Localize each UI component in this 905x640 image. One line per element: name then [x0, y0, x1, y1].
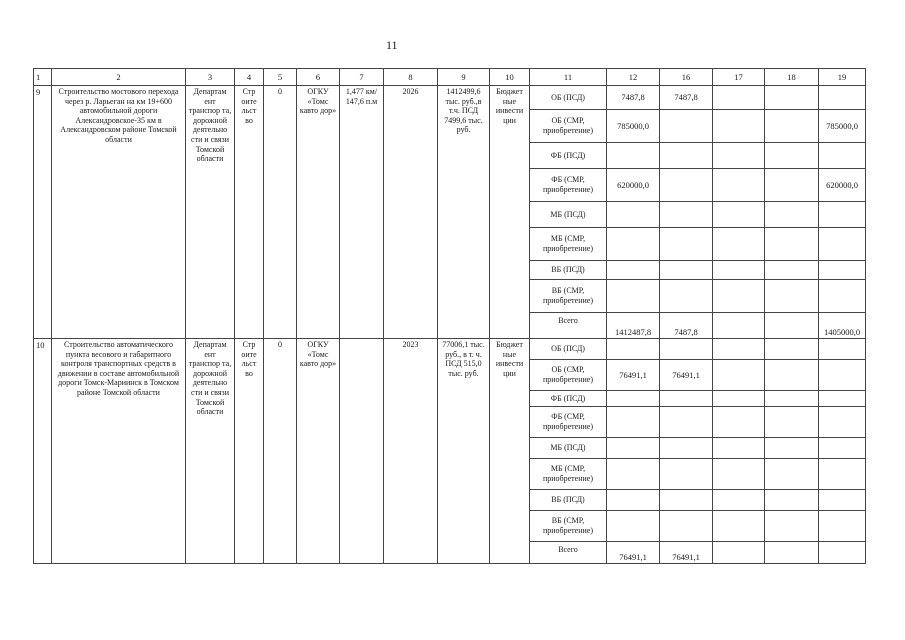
capacity-flag: 0	[264, 86, 297, 339]
column-header: 11	[530, 69, 607, 86]
value-c19	[819, 542, 866, 564]
estimated-cost: 77006,1 тыс. руб., в т. ч. ПСД 515,0 тыс. руб.	[438, 339, 490, 564]
page-number: 11	[386, 38, 398, 52]
value-c12	[607, 459, 660, 490]
value-c18	[765, 228, 819, 261]
funding-source: Всего	[530, 313, 607, 339]
funding-source: ФБ (СМР, приобретение)	[530, 407, 607, 438]
value-c18	[765, 169, 819, 202]
funding-source: ВБ (СМР, приобретение)	[530, 280, 607, 313]
value-c16	[660, 202, 713, 228]
value-c19	[819, 339, 866, 360]
funding-source: МБ (СМР, приобретение)	[530, 459, 607, 490]
work-type: Стр оите льст во	[235, 86, 264, 339]
value-c17	[713, 86, 765, 110]
value-c17	[713, 228, 765, 261]
column-header: 9	[438, 69, 490, 86]
value-c16	[660, 490, 713, 511]
value-c17	[713, 511, 765, 542]
value-c17	[713, 391, 765, 407]
value-c16	[660, 391, 713, 407]
value-c16	[660, 339, 713, 360]
work-type: Стр оите льст во	[235, 339, 264, 564]
value-c12	[607, 228, 660, 261]
funding-source: МБ (ПСД)	[530, 438, 607, 459]
value-c19	[819, 360, 866, 391]
value-c19: 620000,0	[819, 169, 866, 202]
funding-source: ОБ (ПСД)	[530, 339, 607, 360]
column-header: 5	[264, 69, 297, 86]
value-c12	[607, 490, 660, 511]
value-c17	[713, 143, 765, 169]
investment-table	[33, 68, 866, 564]
funding-source: ВБ (ПСД)	[530, 490, 607, 511]
value-c19	[819, 143, 866, 169]
value-c12	[607, 391, 660, 407]
value-c16: 76491,1	[660, 542, 713, 564]
column-header: 19	[819, 69, 866, 86]
year: 2026	[384, 86, 438, 339]
value-c19	[819, 490, 866, 511]
value-c19	[819, 391, 866, 407]
value-c12: 620000,0	[607, 169, 660, 202]
value-c18	[765, 261, 819, 280]
value-c19: 1405000,0	[819, 313, 866, 339]
value-c12: 785000,0	[607, 110, 660, 143]
funding-source: ВБ (ПСД)	[530, 261, 607, 280]
value-c18	[765, 438, 819, 459]
column-header: 17	[713, 69, 765, 86]
value-c19	[819, 459, 866, 490]
executor: ОГКУ «Томс кавто дор»	[297, 86, 340, 339]
value-c12: 1412487,8	[607, 313, 660, 339]
value-c17	[713, 280, 765, 313]
value-c17	[713, 339, 765, 360]
value-c16: 7487,8	[660, 313, 713, 339]
value-c18	[765, 110, 819, 143]
funding-source: ФБ (ПСД)	[530, 391, 607, 407]
value-c17	[713, 459, 765, 490]
object-name: Строительство мостового перехода через р. Ларьеган на км 19+600 автомобильной дороги Александровское-35 км в Александровском районе Томской области	[52, 86, 186, 339]
capacity	[340, 339, 384, 564]
value-c12	[607, 261, 660, 280]
value-c19	[819, 86, 866, 110]
value-c12: 76491,1	[607, 360, 660, 391]
value-c18	[765, 339, 819, 360]
value-c17	[713, 169, 765, 202]
value-c19	[819, 511, 866, 542]
value-c12	[607, 438, 660, 459]
value-c16: 76491,1	[660, 360, 713, 391]
funding-source: ФБ (СМР, приобретение)	[530, 169, 607, 202]
value-c17	[713, 202, 765, 228]
column-header: 16	[660, 69, 713, 86]
funding-source: ФБ (ПСД)	[530, 143, 607, 169]
value-c17	[713, 261, 765, 280]
column-header: 2	[52, 69, 186, 86]
capacity: 1,477 км/ 147,6 п.м	[340, 86, 384, 339]
record-number: 10	[34, 339, 52, 564]
funding-row	[34, 86, 866, 110]
value-c18	[765, 202, 819, 228]
value-c16	[660, 143, 713, 169]
value-c17	[713, 438, 765, 459]
value-c17	[713, 542, 765, 564]
value-c12: 7487,8	[607, 86, 660, 110]
value-c12: 76491,1	[607, 542, 660, 564]
value-c19	[819, 438, 866, 459]
column-header: 6	[297, 69, 340, 86]
value-c19	[819, 407, 866, 438]
year: 2023	[384, 339, 438, 564]
funding-source: ОБ (СМР, приобретение)	[530, 360, 607, 391]
column-header: 12	[607, 69, 660, 86]
value-c18	[765, 490, 819, 511]
column-header: 10	[490, 69, 530, 86]
column-header: 7	[340, 69, 384, 86]
value-c18	[765, 86, 819, 110]
value-c19	[819, 261, 866, 280]
column-header-row	[34, 69, 866, 86]
value-c19	[819, 228, 866, 261]
value-c18	[765, 313, 819, 339]
value-c18	[765, 360, 819, 391]
value-c16: 7487,8	[660, 86, 713, 110]
value-c16	[660, 110, 713, 143]
value-c18	[765, 391, 819, 407]
value-c18	[765, 143, 819, 169]
value-c18	[765, 511, 819, 542]
value-c16	[660, 228, 713, 261]
value-c19	[819, 202, 866, 228]
value-c12	[607, 407, 660, 438]
value-c16	[660, 280, 713, 313]
capacity-flag: 0	[264, 339, 297, 564]
value-c17	[713, 110, 765, 143]
value-c12	[607, 511, 660, 542]
estimated-cost: 1412499,6 тыс. руб.,в т.ч. ПСД 7499,6 тыс. руб.	[438, 86, 490, 339]
value-c18	[765, 542, 819, 564]
column-header: 4	[235, 69, 264, 86]
value-c16	[660, 261, 713, 280]
funding-type: Бюджет ные инвести ции	[490, 86, 530, 339]
value-c18	[765, 459, 819, 490]
funding-source: Всего	[530, 542, 607, 564]
column-header: 1	[34, 69, 52, 86]
value-c12	[607, 280, 660, 313]
value-c16	[660, 459, 713, 490]
value-c18	[765, 280, 819, 313]
record-number: 9	[34, 86, 52, 339]
value-c12	[607, 339, 660, 360]
customer: Департам ент транспор та, дорожной деятельно сти и связи Томской области	[186, 339, 235, 564]
funding-row	[34, 339, 866, 360]
value-c16	[660, 438, 713, 459]
funding-source: ОБ (СМР, приобретение)	[530, 110, 607, 143]
value-c12	[607, 143, 660, 169]
funding-source: ВБ (СМР, приобретение)	[530, 511, 607, 542]
value-c17	[713, 360, 765, 391]
value-c16	[660, 511, 713, 542]
value-c17	[713, 407, 765, 438]
funding-type: Бюджет ные инвести ции	[490, 339, 530, 564]
funding-source: МБ (СМР, приобретение)	[530, 228, 607, 261]
value-c16	[660, 407, 713, 438]
customer: Департам ент транспор та, дорожной деятельно сти и связи Томской области	[186, 86, 235, 339]
object-name: Строительство автоматического пункта весового и габаритного контроля транспортных средств в движении в составе автомобильной дороги Томск-Мариинск в Томском районе Томской области	[52, 339, 186, 564]
value-c17	[713, 313, 765, 339]
value-c19	[819, 280, 866, 313]
column-header: 18	[765, 69, 819, 86]
column-header: 8	[384, 69, 438, 86]
funding-source: ОБ (ПСД)	[530, 86, 607, 110]
value-c17	[713, 490, 765, 511]
value-c19: 785000,0	[819, 110, 866, 143]
value-c18	[765, 407, 819, 438]
executor: ОГКУ «Томс кавто дор»	[297, 339, 340, 564]
funding-source: МБ (ПСД)	[530, 202, 607, 228]
column-header: 3	[186, 69, 235, 86]
value-c12	[607, 202, 660, 228]
value-c16	[660, 169, 713, 202]
